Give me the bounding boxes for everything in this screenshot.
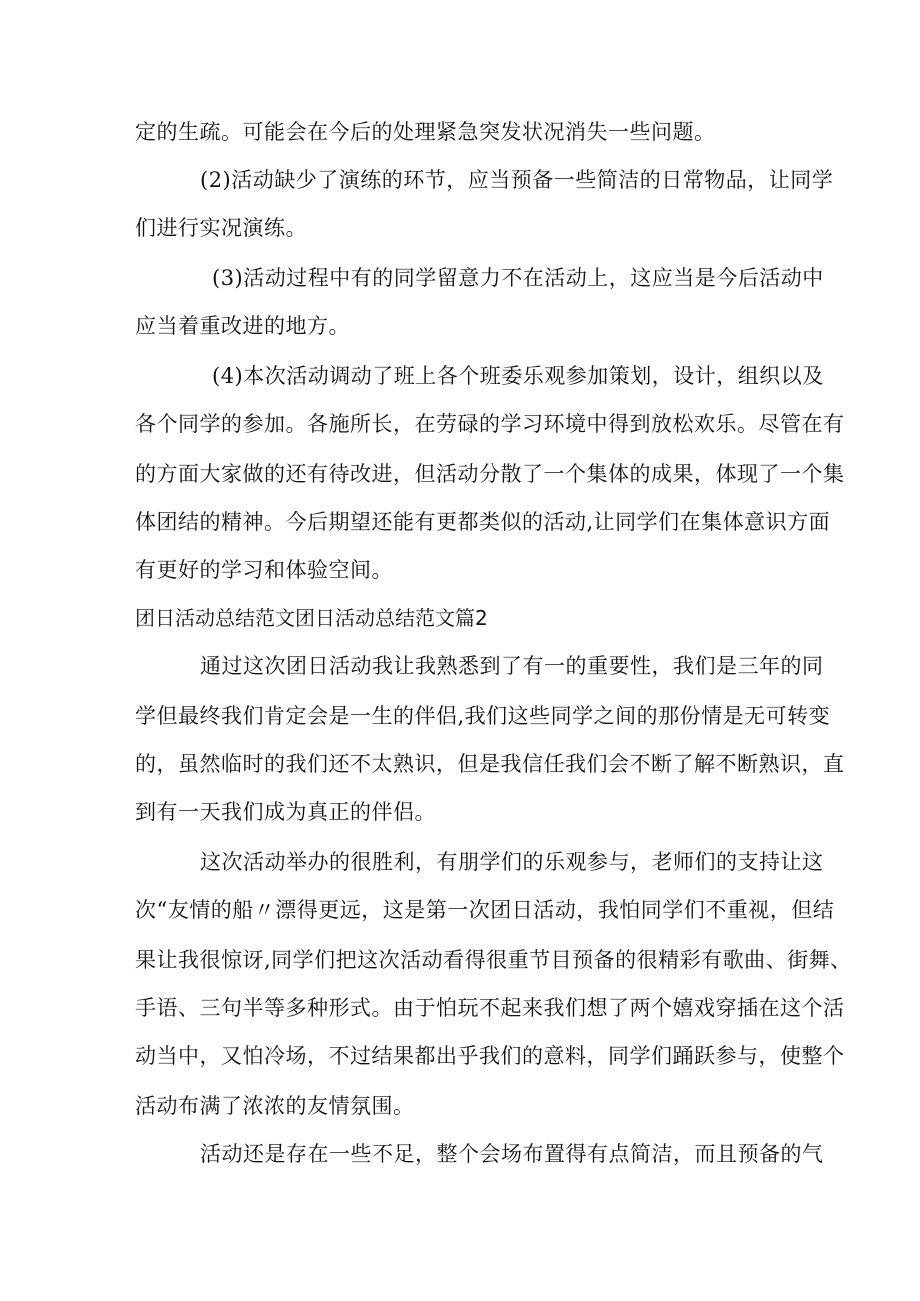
- text-line: (4)本次活动调动了班上各个班委乐观参加策划，设计，组织以及: [212, 364, 824, 388]
- text-line: 果让我很惊讶,同学们把这次活动看得很重节目预备的很精彩有歌曲、街舞、: [135, 948, 852, 972]
- text-line: 的，虽然临时的我们还不太熟识，但是我信任我们会不断了解不断熟识，直: [135, 752, 845, 776]
- text-line: (3)活动过程中有的同学留意力不在活动上，这应当是今后活动中: [212, 266, 824, 290]
- text-line: 活动布满了浓浓的友情氛围。: [135, 1094, 415, 1118]
- text-line: 体团结的精神。今后期望还能有更都类似的活动,让同学们在集体意识方面: [135, 510, 831, 534]
- text-line: 活动还是存在一些不足，整个会场布置得有点简洁，而且预备的气: [200, 1142, 824, 1166]
- text-line: 这次活动举办的很胜利，有朋学们的乐观参与，老师们的支持让这: [200, 850, 824, 874]
- text-line: 手语、三句半等多种形式。由于怕玩不起来我们想了两个嬉戏穿插在这个活: [135, 996, 845, 1020]
- text-line: 们进行实况演练。: [135, 216, 307, 240]
- text-line: 学但最终我们肯定会是一生的伴侣,我们这些同学之间的那份情是无可转变: [135, 704, 831, 728]
- text-line: 动当中，又怕冷场，不过结果都出乎我们的意料，同学们踊跃参与，使整个: [135, 1044, 845, 1068]
- text-line: 到有一天我们成为真正的伴侣。: [135, 800, 436, 824]
- text-line: (2)活动缺少了演练的环节，应当预备一些简洁的日常物品，让同学: [200, 168, 834, 192]
- text-line: 通过这次团日活动我让我熟悉到了有一的重要性，我们是三年的同: [200, 654, 824, 678]
- text-line: 定的生疏。可能会在今后的处理紧急突发状况消失一些问题。: [135, 120, 716, 144]
- section-heading: 团日活动总结范文团日活动总结范文篇2: [135, 606, 488, 630]
- text-line: 应当着重改进的地方。: [135, 314, 350, 338]
- text-line: 有更好的学习和体验空间。: [135, 558, 393, 582]
- text-line: 各个同学的参加。各施所长，在劳碌的学习环境中得到放松欢乐。尽管在有: [135, 412, 845, 436]
- text-line: 次“友情的船〃漂得更远，这是第一次团日活动，我怕同学们不重视，但结: [135, 898, 835, 922]
- text-line: 的方面大家做的还有待改进，但活动分散了一个集体的成果，体现了一个集: [135, 462, 845, 486]
